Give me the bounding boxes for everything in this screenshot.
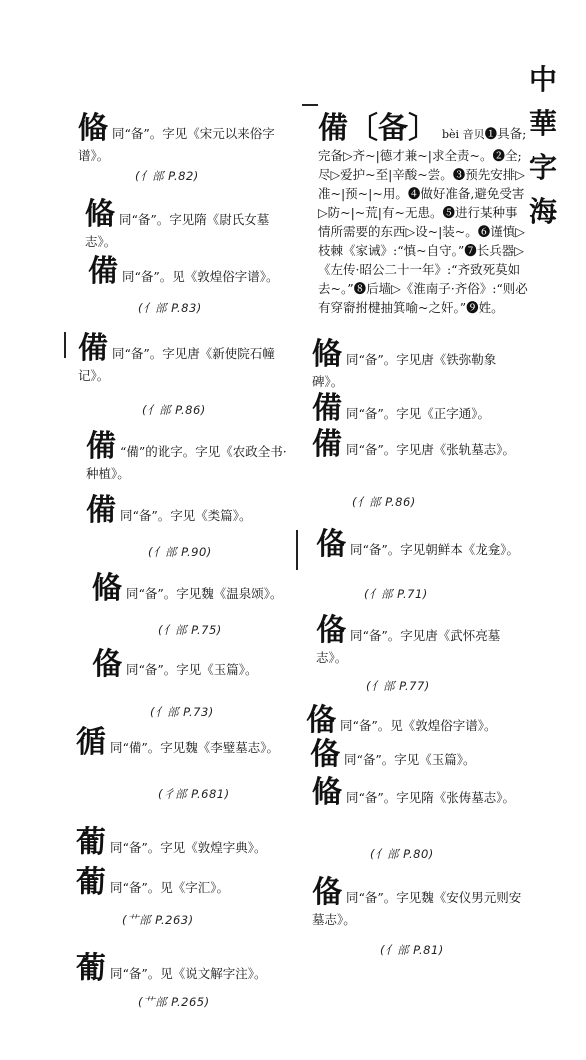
entry-char: 葡 [76, 825, 106, 860]
entry-right-6 [306, 704, 526, 738]
entry-char: 葡 [76, 865, 106, 900]
margin-mark [302, 104, 318, 106]
handwritten-note: (艹部 P.263) [122, 913, 194, 927]
entry-char: 俻 [92, 647, 122, 682]
handwritten-note: (亻部 P.80) [370, 847, 434, 861]
main-pron: bèi 音贝 [442, 128, 485, 141]
entry-left-10 [76, 826, 286, 860]
entry-text: 同“備”。字见魏《李璧墓志》。 [110, 740, 280, 755]
entry-left-7 [92, 572, 302, 606]
margin-mark [64, 332, 66, 358]
entry-left-12 [76, 952, 286, 986]
main-definition: ❶具备;完备▷齐~|德才兼~|求全责~。❷全;尽▷爱护~至|辛酸~尝。❸预先安排▷准~|预~|~用。❹做好准备,避免受害▷防~|~荒|有~无患。❺进行某种事情所需要的东西▷设~|装~。❻谨慎▷枝棘《家诫》:“慎~自守。”❼长兵器▷《左传·昭公二十一年》:“齐致死莫如去~。”❽后墙▷《淮南子·齐俗》:“则必有穿窬拊楗抽箕喻~之奸。”❾姓。 [318, 126, 528, 315]
handwritten-note: (亻部 P.71) [364, 587, 428, 601]
entry-right-5 [316, 614, 526, 667]
entry-text: 同“备”。见《说文解字注》。 [110, 966, 267, 981]
entry-char: 備 [312, 427, 342, 462]
entry-main [318, 112, 528, 317]
entry-char: 俻 [312, 875, 342, 910]
entry-char: 偹 [312, 775, 342, 810]
entry-left-1 [78, 112, 288, 165]
entry-text: 同“备”。字见《宋元以来俗字谱》。 [78, 126, 275, 163]
handwritten-note: (亻部 P.83) [138, 301, 202, 315]
entry-char: 備 [78, 331, 108, 366]
entry-left-2 [85, 198, 295, 251]
entry-text: 同“备”。字见《玉篇》。 [344, 752, 476, 767]
entry-text: 同“备”。见《敦煌俗字谱》。 [340, 718, 497, 733]
handwritten-note: (亻部 P.86) [142, 403, 206, 417]
entry-left-6 [86, 494, 296, 528]
entry-text: 同“备”。字见唐《张轨墓志》。 [346, 442, 516, 457]
entry-text: 同“备”。字见唐《铁弥勒象碑》。 [312, 352, 497, 389]
entry-text: 同“备”。字见魏《安仪男元则安墓志》。 [312, 890, 522, 927]
entry-text: 同“备”。字见《类篇》。 [120, 508, 252, 523]
entry-char: 備 [88, 254, 118, 289]
main-char: 備〔备〕 [318, 111, 438, 146]
handwritten-note: (亻部 P.82) [135, 169, 199, 183]
entry-text: 同“备”。字见《玉篇》。 [126, 662, 258, 677]
entry-text: 同“备”。字见魏《温泉颂》。 [126, 586, 283, 601]
entry-text: 同“备”。见《敦煌俗字谱》。 [122, 269, 279, 284]
entry-char: 偹 [78, 111, 108, 146]
entry-right-9 [312, 876, 522, 929]
entry-char: 俻 [310, 737, 340, 772]
header-char-2: 華 [528, 107, 557, 140]
entry-text: “備”的讹字。字见《农政全书·种植》。 [86, 444, 287, 481]
handwritten-note: (亻部 P.81) [380, 943, 444, 957]
entry-text: 同“备”。字见《敦煌字典》。 [110, 840, 267, 855]
entry-text: 同“备”。字见唐《新使院石幢记》。 [78, 346, 275, 383]
entry-right-3 [312, 428, 522, 462]
entry-text: 同“备”。字见朝鲜本《龙龛》。 [350, 542, 520, 557]
entry-right-7 [310, 738, 520, 772]
entry-left-9 [76, 726, 286, 760]
entry-right-8 [312, 776, 522, 810]
handwritten-note: (亻部 P.75) [158, 623, 222, 637]
handwritten-note: (亻部 P.73) [150, 705, 214, 719]
margin-mark [296, 530, 298, 570]
handwritten-note: (亻部 P.90) [148, 545, 212, 559]
entry-text: 同“备”。见《字汇》。 [110, 880, 230, 895]
entry-left-5 [86, 430, 296, 483]
handwritten-note: (亻部 P.86) [352, 495, 416, 509]
entry-char: 偹 [85, 197, 115, 232]
header-char-1: 中 [528, 63, 557, 96]
entry-left-3 [88, 255, 298, 289]
entry-left-8 [92, 648, 302, 682]
entry-char: 備 [86, 493, 116, 528]
entry-char: 循 [76, 725, 106, 760]
entry-right-2 [312, 392, 522, 426]
header-char-4: 海 [528, 195, 557, 228]
entry-char: 備 [312, 391, 342, 426]
entry-text: 同“备”。字见隋《张俦墓志》。 [346, 790, 516, 805]
entry-left-4 [78, 332, 288, 385]
entry-char: 俻 [306, 703, 336, 738]
entry-char: 偹 [92, 571, 122, 606]
entry-left-11 [76, 866, 286, 900]
entry-char: 俻 [316, 527, 346, 562]
handwritten-note: (艹部 P.265) [138, 995, 210, 1009]
entry-text: 同“备”。字见隋《尉氏女墓志》。 [85, 212, 270, 249]
entry-right-4 [316, 528, 526, 562]
entry-text: 同“备”。字见《正字通》。 [346, 406, 491, 421]
handwritten-note: (彳部 P.681) [158, 787, 230, 801]
entry-text: 同“备”。字见唐《武怀亮墓志》。 [316, 628, 501, 665]
entry-char: 俻 [316, 613, 346, 648]
page-header [526, 58, 560, 234]
header-char-3: 字 [528, 151, 557, 184]
entry-char: 備 [86, 429, 116, 464]
entry-char: 葡 [76, 951, 106, 986]
handwritten-note: (亻部 P.77) [366, 679, 430, 693]
entry-char: 偹 [312, 337, 342, 372]
entry-right-1 [312, 338, 522, 391]
